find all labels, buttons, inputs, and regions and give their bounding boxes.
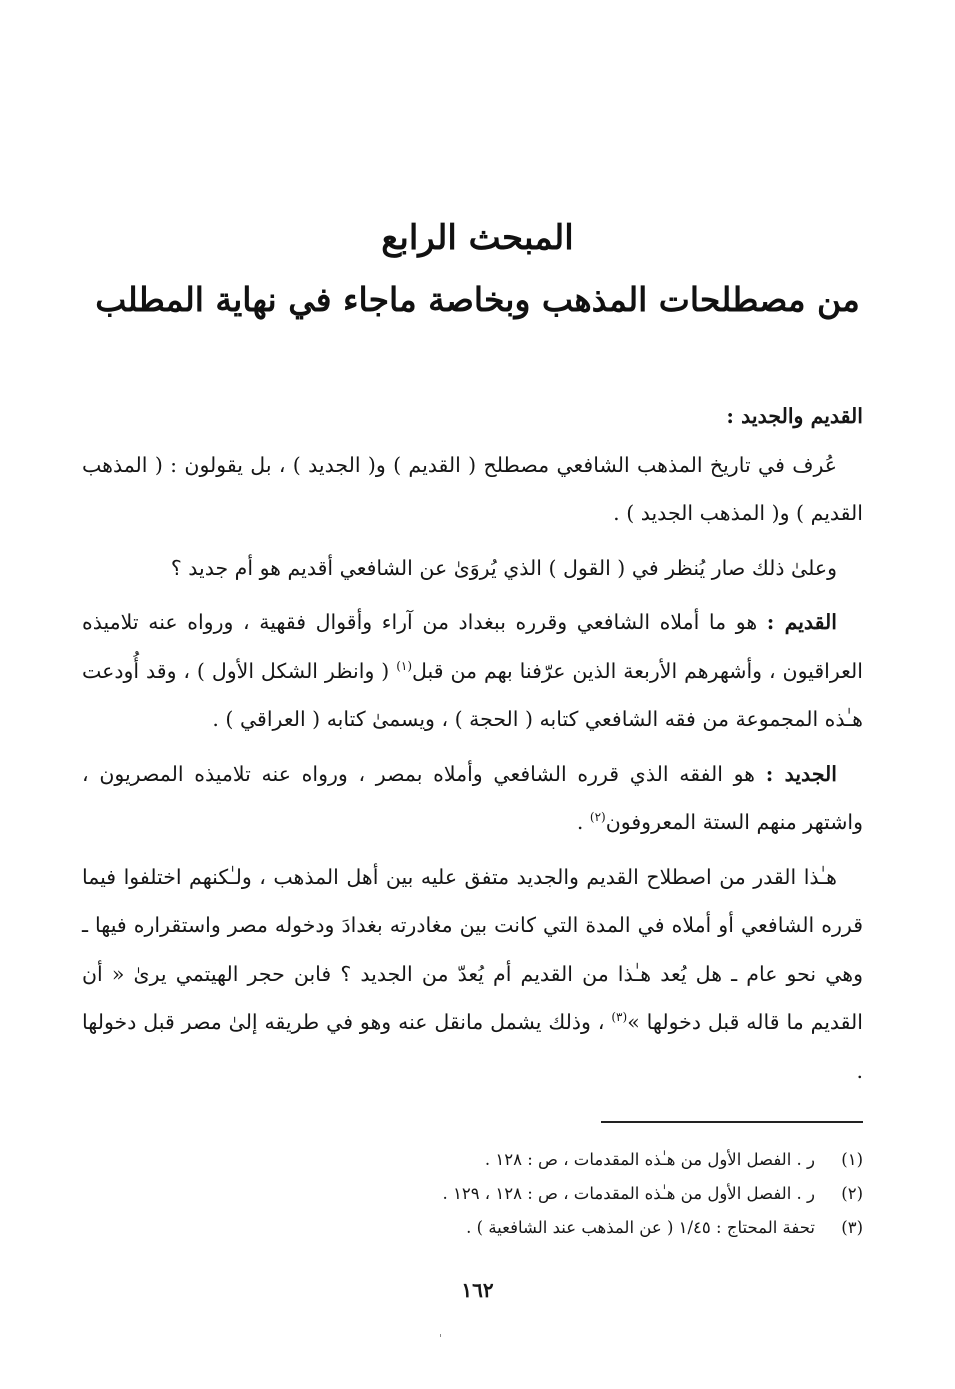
footnote-number: (٣) [841, 1218, 863, 1237]
footnote-3 [82, 1211, 863, 1245]
chapter-title: المبحث الرابع [381, 218, 574, 258]
paragraph-qadim [82, 598, 863, 744]
paragraph-qadim-text-a: هو ما أملاه الشافعي وقرره ببغداد من آراء وأقوال فقهية ، ورواه عنه تلاميذه العراقيون ، وأشهرهم الأربعة الذين عرّفنا بهم من قبل [82, 610, 863, 683]
footnotes [82, 1143, 863, 1245]
footnote-number: (٢) [841, 1184, 863, 1203]
section-heading: القديم والجديد : [726, 404, 863, 428]
paragraph-5 [82, 853, 863, 1096]
footnote-text: ر . الفصل الأول من هـٰذه المقدمات ، ص : ١٢٨ ، ١٢٩ . [442, 1184, 815, 1203]
page-number: ١٦٢ [461, 1278, 494, 1302]
paragraph-2: وعلىٰ ذلك صار يُنظر في ( القول ) الذي يُروَىٰ عن الشافعي أقديم هو أم جديد ؟ [170, 555, 837, 580]
footnote-ref-1[interactable]: (١) [396, 658, 413, 673]
paragraph-5-text-b: ، وذلك يشمل مانقل عنه وهو في طريقه إلىٰ مصر قبل دخولها . [82, 1010, 863, 1083]
footnote-text: تحفة المحتاج : ١/٤٥ ( عن المذهب عند الشافعية ) . [466, 1218, 815, 1237]
chapter-subtitle: من مصطلحات المذهب وبخاصة ماجاء في نهاية المطلب [95, 280, 860, 319]
paragraph-5-text-a: هـٰذا القدر من اصطلاح القديم والجديد متفق عليه بين أهل المذهب ، ولـٰكنهم اختلفوا فيما قرره الشافعي أو أملاه في المدة التي كانت بين مغادرته بغدادَ ودخوله مصر واستقراره فيها ـ وهي نحو عام ـ هل يُعد هـٰذا من القديم أم يُعدّ من الجديد ؟ فابن حجر الهيتمي يرىٰ « أن القديم ما قاله قبل دخولها » [82, 864, 863, 1034]
term-jadid: الجديد : [765, 761, 837, 786]
footnote-2 [82, 1177, 863, 1211]
scan-speck [440, 1334, 441, 1337]
footnote-divider [601, 1121, 863, 1123]
main-text [82, 392, 863, 1095]
footnote-number: (١) [841, 1150, 863, 1169]
paragraph-qadim-text-b: ( وانظر الشكل الأول ) ، وقد أُودعت هـٰذه المجموعة من فقه الشافعي كتابه ( الحجة ) ، ويسمىٰ كتابه ( العراقي ) . [82, 658, 863, 731]
footnote-ref-2[interactable]: (٢) [589, 810, 606, 825]
footnote-1 [82, 1143, 863, 1177]
term-qadim: القديم : [766, 610, 837, 634]
paragraph-jadid [82, 750, 863, 847]
footnote-ref-3[interactable]: (٣) [611, 1010, 628, 1025]
paragraph-1: عُرف في تاريخ المذهب الشافعي مصطلح ( القديم ) و( الجديد ) ، بل يقولون : ( المذهب القديم ) و( المذهب الجديد ) . [82, 452, 863, 525]
footnote-text: ر . الفصل الأول من هـٰذه المقدمات ، ص : ١٢٨ . [484, 1150, 815, 1169]
paragraph-jadid-text-b: . [576, 810, 590, 834]
paragraph-jadid-text-a: هو الفقه الذي قرره الشافعي وأملاه بمصر ، ورواه عنه تلاميذه المصريون ، واشتهر منهم الستة المعروفون [82, 761, 863, 834]
